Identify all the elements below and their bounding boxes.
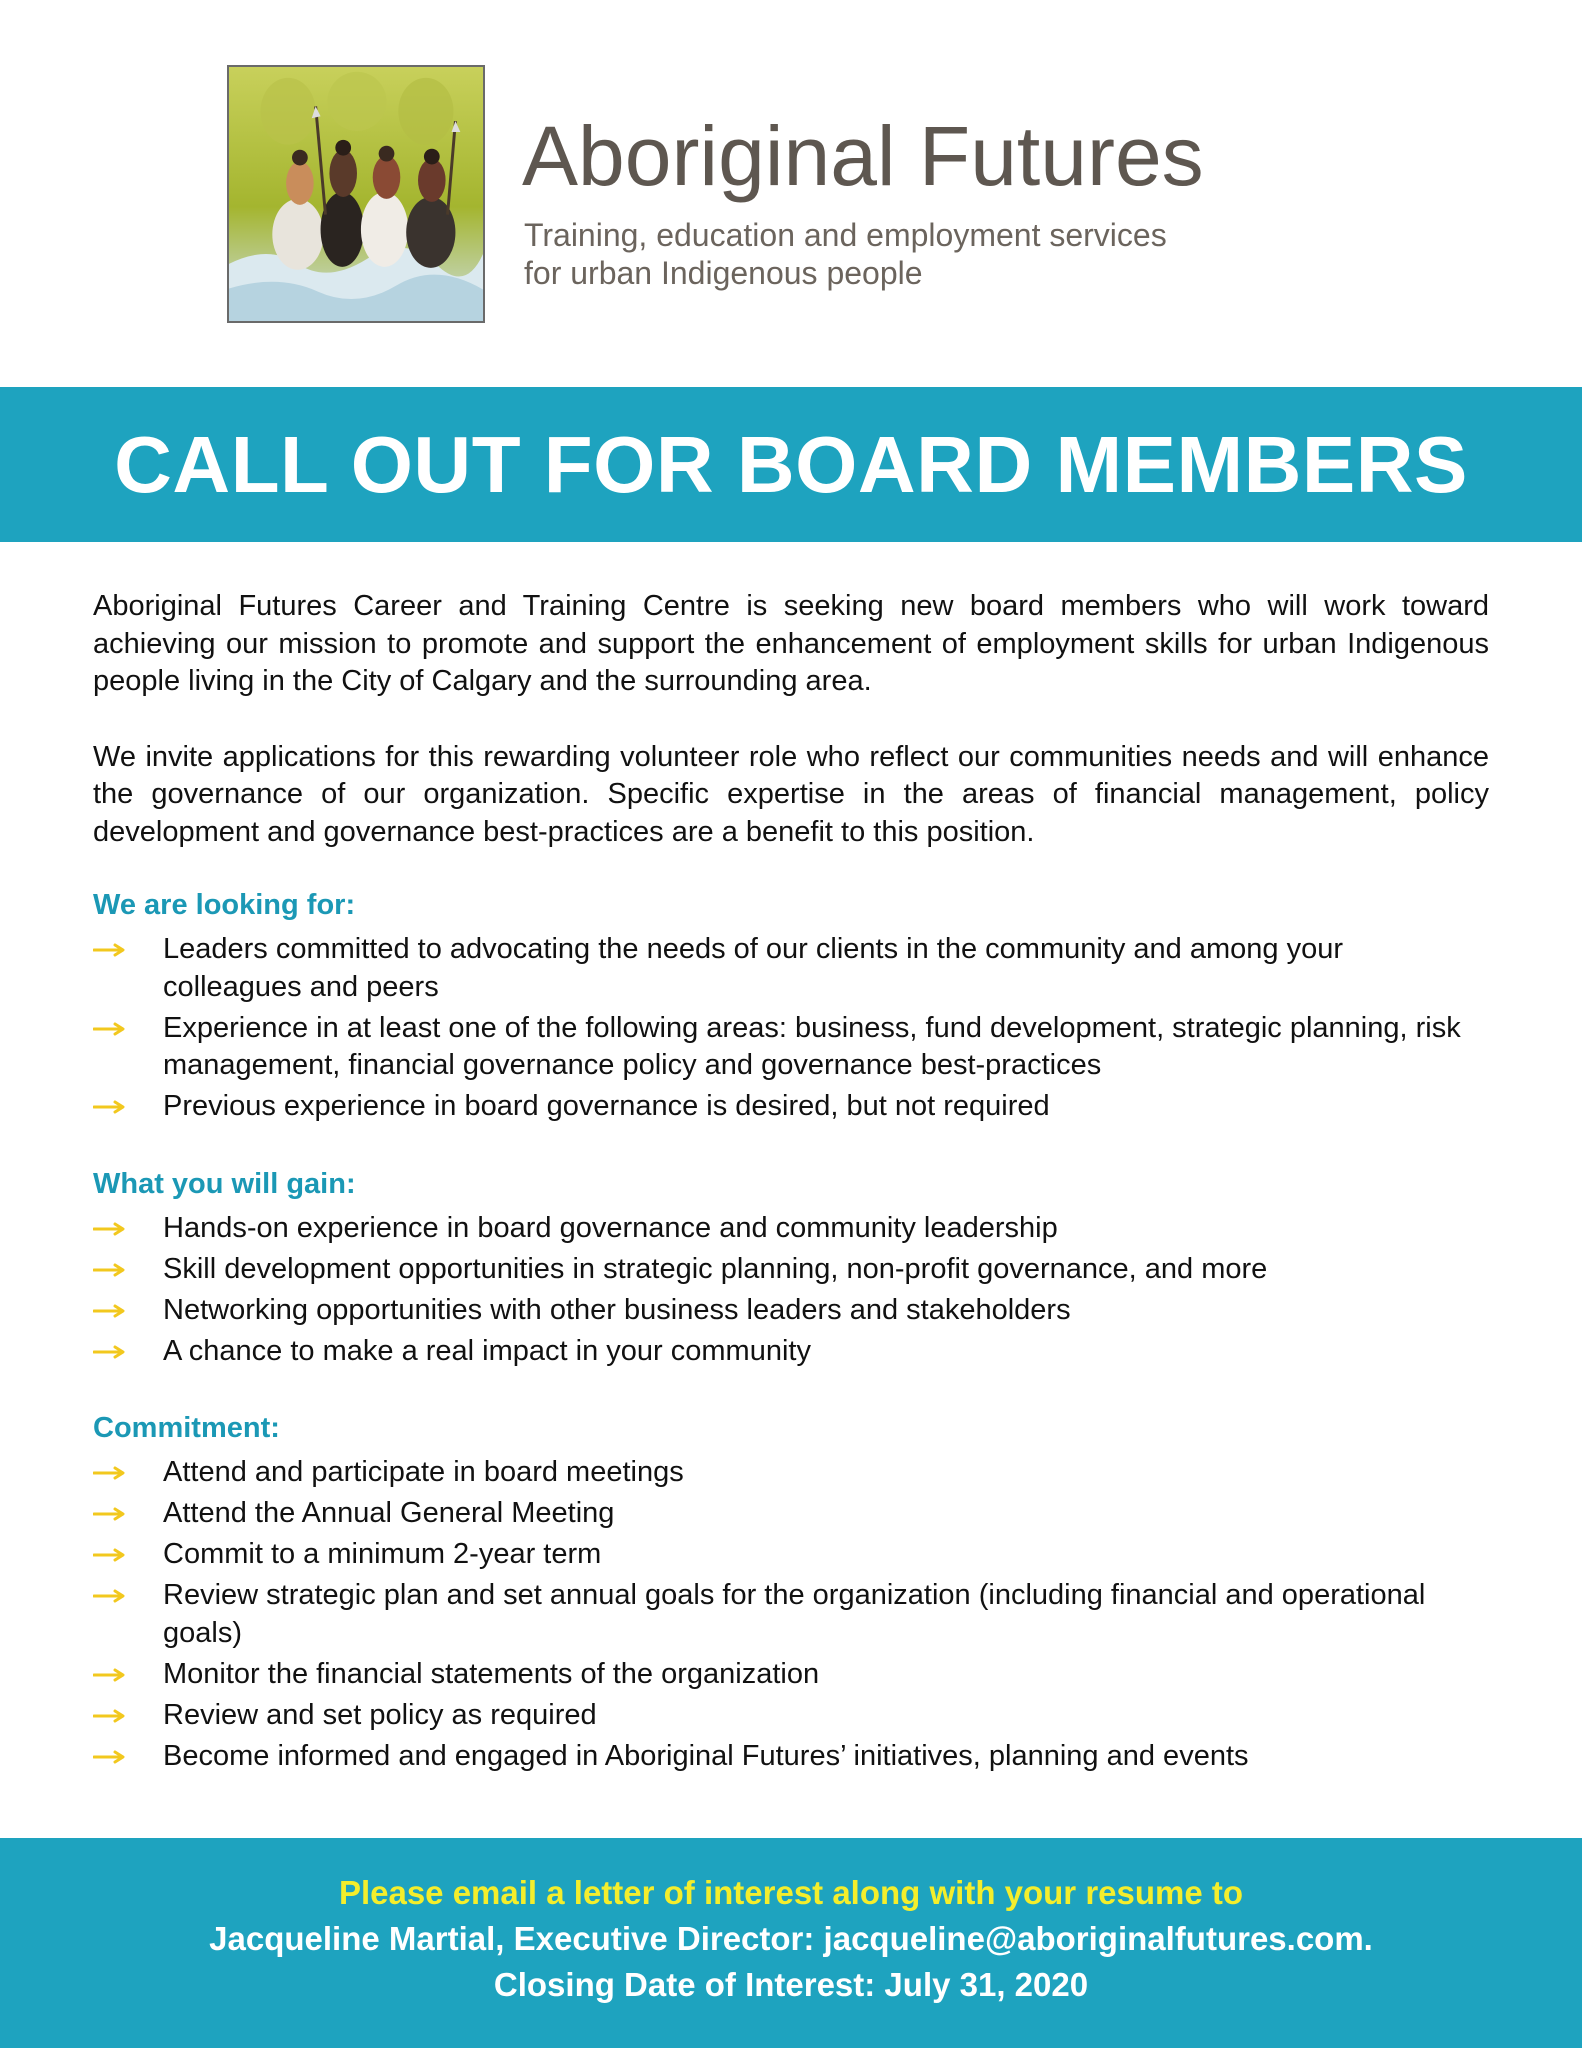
list-item-text: Monitor the financial statements of the organization bbox=[163, 1657, 820, 1690]
contact-footer bbox=[0, 1838, 1582, 2048]
list-item-text: Skill development opportunities in strategic planning, non-profit governance, and more bbox=[163, 1252, 1268, 1285]
list-item bbox=[93, 1010, 1489, 1085]
arrow-right-icon bbox=[93, 1548, 127, 1562]
arrow-right-icon bbox=[93, 943, 127, 957]
list-item bbox=[93, 1577, 1489, 1652]
arrow-right-icon bbox=[93, 1507, 127, 1521]
tagline-line-1: Training, education and employment services bbox=[524, 217, 1167, 253]
list-item bbox=[93, 1210, 1489, 1248]
list-item bbox=[93, 1454, 1489, 1492]
list-item bbox=[93, 1738, 1489, 1776]
intro-paragraph-2: We invite applications for this rewarding volunteer role who reflect our communities needs and will enhance the governance of our organization. Specific expertise in the areas of financial management, policy development and governance best-practices are a benefit to this position. bbox=[93, 740, 1489, 848]
arrow-right-icon bbox=[93, 1022, 127, 1036]
main-content bbox=[93, 588, 1489, 1815]
list-item-text: Review strategic plan and set annual goals for the organization (including financial and operational goals) bbox=[163, 1579, 1426, 1649]
looking-for-heading: We are looking for: bbox=[93, 889, 356, 921]
tagline-line-2: for urban Indigenous people bbox=[524, 255, 923, 291]
list-item bbox=[93, 1697, 1489, 1735]
list-item bbox=[93, 1251, 1489, 1289]
arrow-right-icon bbox=[93, 1668, 127, 1682]
intro-paragraph-1: Aboriginal Futures Career and Training Centre is seeking new board members who will work toward achieving our mission to promote and support the enhancement of employment skills for urban Indigenous people living in the City of Calgary and the surrounding area. bbox=[93, 590, 1489, 697]
list-item-text: Become informed and engaged in Aboriginal Futures’ initiatives, planning and events bbox=[163, 1739, 1249, 1772]
footer-contact: Jacqueline Martial, Executive Director: jacqueline@aboriginalfutures.com. bbox=[209, 1920, 1373, 1957]
list-item bbox=[93, 931, 1489, 1006]
list-item-text: Commit to a minimum 2-year term bbox=[163, 1538, 602, 1570]
header bbox=[0, 0, 1582, 387]
list-item-text: Hands-on experience in board governance and community leadership bbox=[163, 1211, 1058, 1244]
list-item-text: Attend and participate in board meetings bbox=[163, 1456, 684, 1488]
list-item-text: Previous experience in board governance is desired, but not required bbox=[163, 1090, 1050, 1122]
list-item bbox=[93, 1495, 1489, 1533]
footer-closing-date: Closing Date of Interest: July 31, 2020 bbox=[493, 1966, 1089, 2003]
list-item bbox=[93, 1656, 1489, 1694]
arrow-right-icon bbox=[93, 1466, 127, 1480]
list-item bbox=[93, 1088, 1489, 1126]
arrow-right-icon bbox=[93, 1304, 127, 1318]
logo-painting-image bbox=[227, 65, 485, 323]
arrow-right-icon bbox=[93, 1345, 127, 1359]
arrow-right-icon bbox=[93, 1263, 127, 1277]
list-item-text: Networking opportunities with other business leaders and stakeholders bbox=[163, 1293, 1071, 1326]
commitment-list bbox=[93, 1454, 1489, 1775]
list-item bbox=[93, 1536, 1489, 1574]
list-item bbox=[93, 1333, 1489, 1371]
gain-heading: What you will gain: bbox=[93, 1167, 356, 1200]
arrow-right-icon bbox=[93, 1589, 127, 1603]
gain-list bbox=[93, 1210, 1489, 1371]
list-item bbox=[93, 1292, 1489, 1330]
list-item-text: A chance to make a real impact in your community bbox=[163, 1334, 811, 1367]
looking-for-list bbox=[93, 931, 1489, 1126]
org-name: Aboriginal Futures bbox=[522, 109, 1204, 203]
arrow-right-icon bbox=[93, 1222, 127, 1236]
page-title: CALL OUT FOR BOARD MEMBERS bbox=[114, 419, 1468, 509]
list-item-text: Attend the Annual General Meeting bbox=[163, 1497, 615, 1529]
title-banner bbox=[0, 387, 1582, 542]
list-item-text: Experience in at least one of the following areas: business, fund development, strategic planning, risk management, financial governance policy and governance best-practices bbox=[163, 1011, 1461, 1081]
list-item-text: Review and set policy as required bbox=[163, 1698, 597, 1731]
arrow-right-icon bbox=[93, 1709, 127, 1723]
arrow-right-icon bbox=[93, 1100, 127, 1114]
footer-instruction: Please email a letter of interest along with your resume to bbox=[338, 1874, 1244, 1911]
arrow-right-icon bbox=[93, 1750, 127, 1764]
commitment-heading: Commitment: bbox=[93, 1412, 280, 1444]
tagline bbox=[524, 216, 1167, 292]
list-item-text: Leaders committed to advocating the needs of our clients in the community and among your colleagues and peers bbox=[163, 933, 1343, 1003]
